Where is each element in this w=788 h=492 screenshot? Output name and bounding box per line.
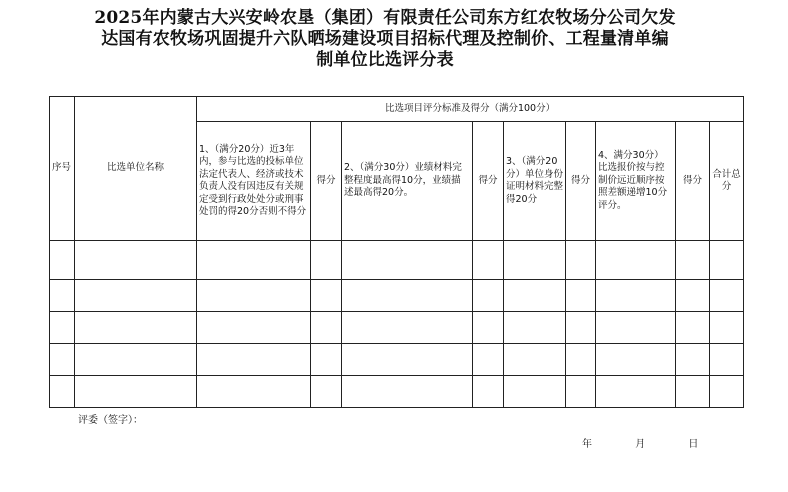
criterion-3: 3、（满分20分）单位身份证明材料完整得20分 xyxy=(504,122,566,241)
month-label: 月 xyxy=(635,439,646,450)
cell-seq xyxy=(50,312,75,344)
score-header-3: 得分 xyxy=(566,122,596,241)
cell xyxy=(473,241,504,280)
cell-unit xyxy=(75,280,197,312)
year-label: 年 xyxy=(582,439,592,450)
cell xyxy=(566,376,596,408)
cell xyxy=(566,312,596,344)
cell xyxy=(342,280,473,312)
score-header-2: 得分 xyxy=(473,122,504,241)
criterion-4: 4、满分30分）比选报价按与控制价远近顺序按照差额递增10分评分。 xyxy=(596,122,676,241)
cell xyxy=(596,312,676,344)
table-row xyxy=(50,280,744,312)
cell-unit xyxy=(75,376,197,408)
cell xyxy=(676,241,710,280)
cell-seq xyxy=(50,280,75,312)
cell-unit xyxy=(75,344,197,376)
signature-label: 评委（签字）： xyxy=(78,415,143,426)
cell-seq xyxy=(50,241,75,280)
cell xyxy=(197,280,311,312)
cell xyxy=(596,280,676,312)
cell xyxy=(710,344,744,376)
cell xyxy=(676,344,710,376)
table-row xyxy=(50,241,744,280)
cell xyxy=(596,344,676,376)
cell xyxy=(710,376,744,408)
header-criteria-group: 比选项目评分标准及得分（满分100分） xyxy=(197,97,744,122)
table-row xyxy=(50,344,744,376)
cell-seq xyxy=(50,344,75,376)
table-row xyxy=(50,376,744,408)
cell xyxy=(311,280,342,312)
table-row xyxy=(50,312,744,344)
cell xyxy=(473,376,504,408)
cell xyxy=(566,241,596,280)
cell xyxy=(342,376,473,408)
score-header-4: 得分 xyxy=(676,122,710,241)
scoring-table xyxy=(49,96,744,408)
title-line-1: 2025年内蒙古大兴安岭农垦（集团）有限责任公司东方红农牧场分公司欠发 xyxy=(94,8,676,28)
header-seq: 序号 xyxy=(50,97,75,241)
cell xyxy=(596,376,676,408)
cell xyxy=(504,280,566,312)
cell xyxy=(197,312,311,344)
cell xyxy=(311,344,342,376)
cell xyxy=(342,344,473,376)
criterion-2: 2、（满分30分）业绩材料完整程度最高得10分，业绩描述最高得20分。 xyxy=(342,122,473,241)
cell xyxy=(504,312,566,344)
cell xyxy=(311,376,342,408)
title-line-2: 达国有农牧场巩固提升六队晒场建设项目招标代理及控制价、工程量清单编 xyxy=(101,29,669,49)
cell xyxy=(676,280,710,312)
title-line-3: 制单位比选评分表 xyxy=(316,50,454,70)
cell xyxy=(710,312,744,344)
cell-unit xyxy=(75,241,197,280)
total-score-header: 合计总分 xyxy=(710,122,744,241)
cell xyxy=(311,241,342,280)
cell xyxy=(596,241,676,280)
header-unit-name: 比选单位名称 xyxy=(75,97,197,241)
cell xyxy=(342,312,473,344)
cell-unit xyxy=(75,312,197,344)
cell xyxy=(566,280,596,312)
cell xyxy=(197,241,311,280)
date-line xyxy=(582,435,720,450)
cell xyxy=(311,312,342,344)
cell xyxy=(676,312,710,344)
table-header-row-1 xyxy=(50,97,744,122)
cell-seq xyxy=(50,376,75,408)
cell xyxy=(676,376,710,408)
criterion-1: 1、（满分20分）近3年内，参与比选的投标单位法定代表人、经济或技术负责人没有因违反有关规定受到行政处处分或刑事处罚的得20分否则不得分 xyxy=(197,122,311,241)
cell xyxy=(473,312,504,344)
cell xyxy=(342,241,473,280)
cell xyxy=(504,376,566,408)
cell xyxy=(197,344,311,376)
cell xyxy=(504,344,566,376)
cell xyxy=(197,376,311,408)
cell xyxy=(710,280,744,312)
cell xyxy=(504,241,566,280)
cell xyxy=(473,280,504,312)
document-title xyxy=(40,8,730,71)
cell xyxy=(710,241,744,280)
cell xyxy=(566,344,596,376)
cell xyxy=(473,344,504,376)
score-header-1: 得分 xyxy=(311,122,342,241)
day-label: 日 xyxy=(688,439,699,450)
